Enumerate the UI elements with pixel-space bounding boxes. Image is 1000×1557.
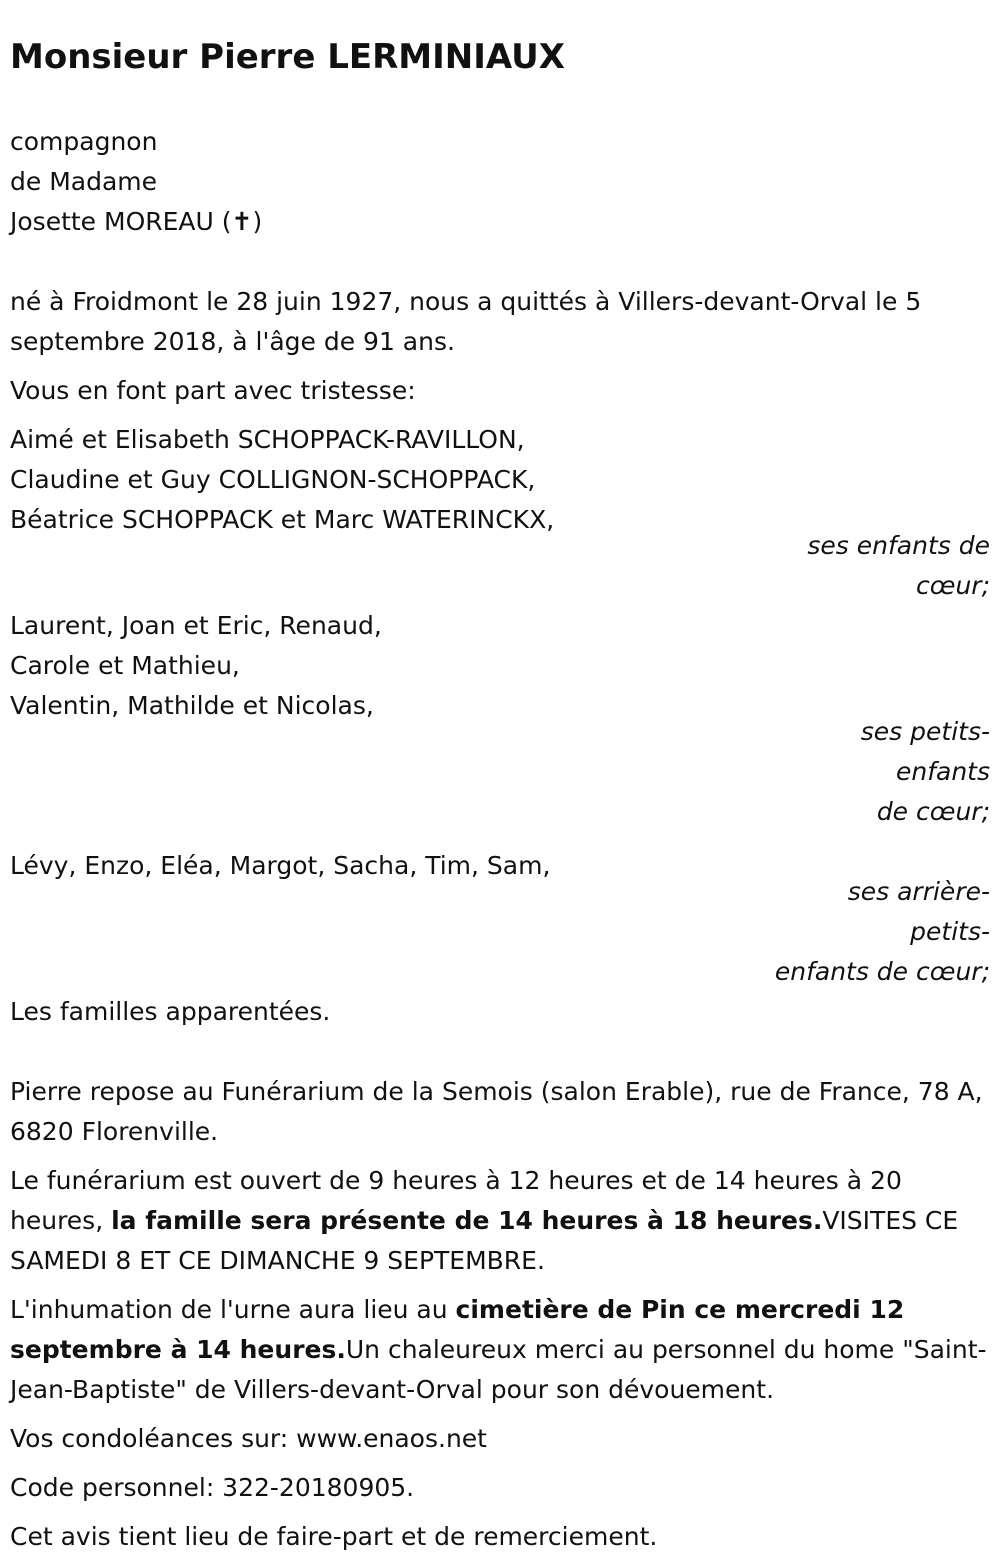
condolences-text: Vos condoléances sur: www.enaos.net xyxy=(10,1424,487,1453)
families-text: Les familles apparentées. xyxy=(10,997,331,1026)
hours-text-before: Le funérarium est ouvert de 9 heures à 12 heures et de 14 heures à 20 heures, xyxy=(10,1166,902,1235)
grandchildren-role-line-1: ses petits-enfants xyxy=(860,717,990,786)
visiting-hours-text xyxy=(10,1161,990,1281)
rest-location-text: Pierre repose au Funérarium de la Semois (salon Erable), rue de France, 78 A, 6820 Florenville. xyxy=(10,1077,983,1146)
great-grandchildren-role-line-1: ses arrière-petits- xyxy=(847,877,990,946)
grandchildren-role-line-2: de cœur; xyxy=(876,797,990,826)
companion-line-2: de Madame xyxy=(10,167,158,196)
great-grandchildren-block xyxy=(10,846,990,992)
hours-text-bold: la famille sera présente de 14 heures à 18 heures. xyxy=(111,1206,823,1235)
great-grandchildren-role xyxy=(10,872,990,992)
great-grandchild-names: Lévy, Enzo, Eléa, Margot, Sacha, Tim, Sam, xyxy=(10,851,551,880)
grandchild-name: Laurent, Joan et Eric, Renaud, xyxy=(10,611,382,640)
child-name: Claudine et Guy COLLIGNON-SCHOPPACK, xyxy=(10,465,536,494)
intro-text: Vous en font part avec tristesse: xyxy=(10,376,416,405)
grandchildren-block xyxy=(10,606,990,832)
burial-text-after: Un chaleureux merci au personnel du home "Saint-Jean-Baptiste" de Villers-devant-Orval pour son dévouement. xyxy=(10,1335,987,1404)
closing-text: Cet avis tient lieu de faire-part et de remerciement. xyxy=(10,1522,658,1551)
birth-death-text: né à Froidmont le 28 juin 1927, nous a quittés à Villers-devant-Orval le 5 septembre 2018, à l'âge de 91 ans. xyxy=(10,287,922,356)
grandchildren-role xyxy=(10,712,990,832)
children-block xyxy=(10,420,990,606)
grandchild-name: Carole et Mathieu, xyxy=(10,651,240,680)
personal-code-text: Code personnel: 322-20180905. xyxy=(10,1473,415,1502)
burial-text-bold: cimetière de Pin ce mercredi 12 septembre à 14 heures. xyxy=(10,1295,905,1364)
children-role-line-2: cœur; xyxy=(916,571,990,600)
companion-line-3: Josette MOREAU (✝) xyxy=(10,207,263,236)
companion-line-1: compagnon xyxy=(10,127,158,156)
grandchild-name: Valentin, Mathilde et Nicolas, xyxy=(10,691,374,720)
burial-text xyxy=(10,1290,990,1410)
page-title: Monsieur Pierre LERMINIAUX xyxy=(10,37,565,77)
child-name: Béatrice SCHOPPACK et Marc WATERINCKX, xyxy=(10,505,555,534)
child-name: Aimé et Elisabeth SCHOPPACK-RAVILLON, xyxy=(10,425,525,454)
hours-text-after: VISITES CE SAMEDI 8 ET CE DIMANCHE 9 SEPTEMBRE. xyxy=(10,1206,959,1275)
children-role-line-1: ses enfants de xyxy=(807,531,990,560)
great-grandchildren-role-line-2: enfants de cœur; xyxy=(774,957,990,986)
companion-block xyxy=(10,122,990,242)
burial-text-before: L'inhumation de l'urne aura lieu au xyxy=(10,1295,456,1324)
